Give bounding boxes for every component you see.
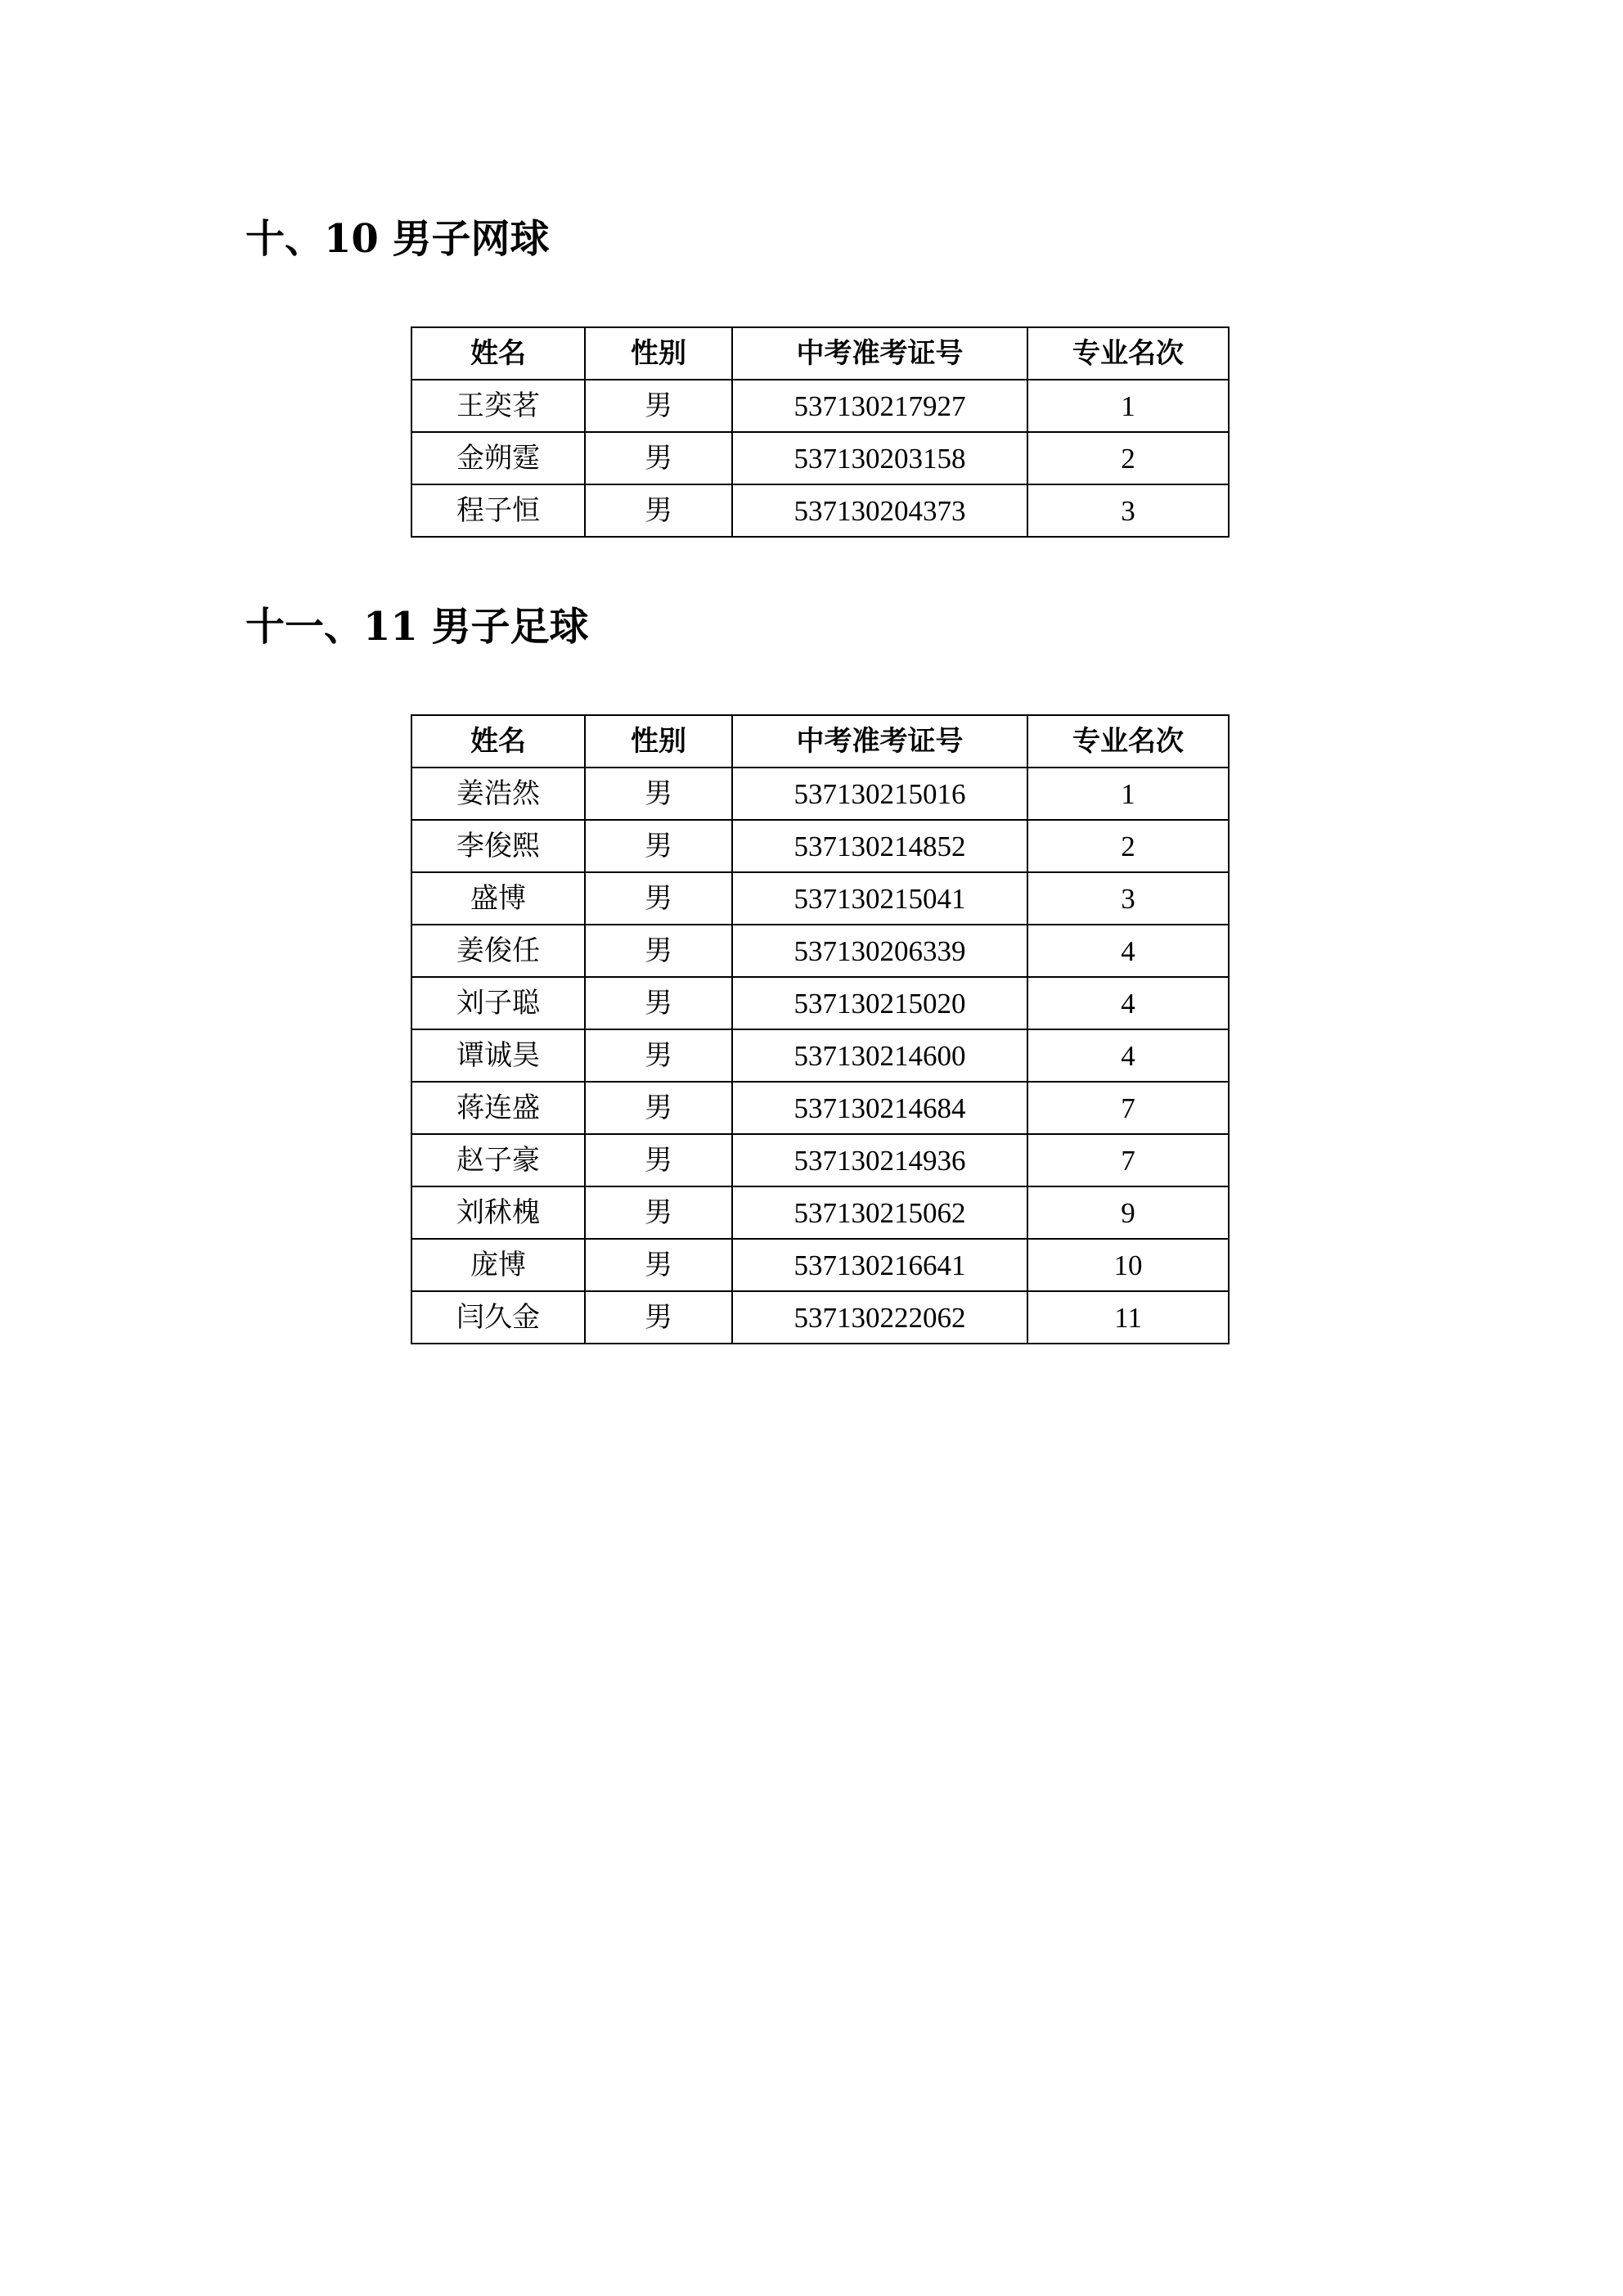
cell-name: 赵子豪 bbox=[411, 1134, 585, 1186]
cell-rank: 1 bbox=[1027, 768, 1229, 820]
cell-rank: 7 bbox=[1027, 1134, 1229, 1186]
cell-rank: 3 bbox=[1027, 484, 1229, 537]
table-row bbox=[411, 1186, 1229, 1239]
table-header-row bbox=[411, 715, 1229, 768]
cell-rank: 2 bbox=[1027, 820, 1229, 872]
table-header-row bbox=[411, 327, 1229, 380]
cell-gender: 男 bbox=[585, 820, 732, 872]
cell-rank: 2 bbox=[1027, 432, 1229, 484]
cell-gender: 男 bbox=[585, 768, 732, 820]
cell-name: 刘子聪 bbox=[411, 977, 585, 1029]
table-row bbox=[411, 1239, 1229, 1291]
tennis-roster-table bbox=[411, 326, 1230, 538]
cell-name: 谭诚昊 bbox=[411, 1029, 585, 1082]
cell-rank: 9 bbox=[1027, 1186, 1229, 1239]
cell-name: 蒋连盛 bbox=[411, 1082, 585, 1134]
cell-rank: 3 bbox=[1027, 872, 1229, 925]
cell-exam-id: 537130206339 bbox=[732, 925, 1027, 977]
table-row bbox=[411, 380, 1229, 432]
cell-gender: 男 bbox=[585, 1291, 732, 1344]
table-row bbox=[411, 1029, 1229, 1082]
cell-rank: 4 bbox=[1027, 925, 1229, 977]
header-exam-id: 中考准考证号 bbox=[732, 715, 1027, 768]
table-row bbox=[411, 1134, 1229, 1186]
cell-rank: 7 bbox=[1027, 1082, 1229, 1134]
cell-gender: 男 bbox=[585, 1186, 732, 1239]
football-roster-table bbox=[411, 714, 1230, 1344]
cell-exam-id: 537130214684 bbox=[732, 1082, 1027, 1134]
cell-rank: 4 bbox=[1027, 1029, 1229, 1082]
table-row bbox=[411, 872, 1229, 925]
cell-exam-id: 537130215041 bbox=[732, 872, 1027, 925]
cell-exam-id: 537130204373 bbox=[732, 484, 1027, 537]
cell-name: 庞博 bbox=[411, 1239, 585, 1291]
cell-name: 金朔霆 bbox=[411, 432, 585, 484]
cell-name: 闫久金 bbox=[411, 1291, 585, 1344]
cell-exam-id: 537130215016 bbox=[732, 768, 1027, 820]
header-rank: 专业名次 bbox=[1027, 327, 1229, 380]
section-title-football: 十一、11 男子足球 bbox=[245, 604, 589, 650]
cell-exam-id: 537130222062 bbox=[732, 1291, 1027, 1344]
cell-name: 姜浩然 bbox=[411, 768, 585, 820]
cell-gender: 男 bbox=[585, 1134, 732, 1186]
cell-gender: 男 bbox=[585, 432, 732, 484]
cell-exam-id: 537130215020 bbox=[732, 977, 1027, 1029]
cell-name: 王奕茗 bbox=[411, 380, 585, 432]
cell-name: 刘秫槐 bbox=[411, 1186, 585, 1239]
cell-gender: 男 bbox=[585, 1239, 732, 1291]
section-title-tennis: 十、10 男子网球 bbox=[245, 216, 550, 262]
header-name: 姓名 bbox=[411, 715, 585, 768]
cell-exam-id: 537130214936 bbox=[732, 1134, 1027, 1186]
table-row bbox=[411, 820, 1229, 872]
table-row bbox=[411, 768, 1229, 820]
cell-rank: 11 bbox=[1027, 1291, 1229, 1344]
cell-rank: 4 bbox=[1027, 977, 1229, 1029]
cell-gender: 男 bbox=[585, 1082, 732, 1134]
header-gender: 性别 bbox=[585, 715, 732, 768]
cell-exam-id: 537130215062 bbox=[732, 1186, 1027, 1239]
header-name: 姓名 bbox=[411, 327, 585, 380]
table-row bbox=[411, 1082, 1229, 1134]
cell-name: 姜俊任 bbox=[411, 925, 585, 977]
cell-gender: 男 bbox=[585, 872, 732, 925]
table-row bbox=[411, 484, 1229, 537]
table-row bbox=[411, 925, 1229, 977]
cell-name: 盛博 bbox=[411, 872, 585, 925]
table-row bbox=[411, 432, 1229, 484]
cell-name: 李俊熙 bbox=[411, 820, 585, 872]
cell-gender: 男 bbox=[585, 380, 732, 432]
table-row bbox=[411, 977, 1229, 1029]
cell-gender: 男 bbox=[585, 925, 732, 977]
cell-exam-id: 537130214852 bbox=[732, 820, 1027, 872]
cell-exam-id: 537130216641 bbox=[732, 1239, 1027, 1291]
header-rank: 专业名次 bbox=[1027, 715, 1229, 768]
header-gender: 性别 bbox=[585, 327, 732, 380]
cell-gender: 男 bbox=[585, 1029, 732, 1082]
cell-exam-id: 537130214600 bbox=[732, 1029, 1027, 1082]
cell-gender: 男 bbox=[585, 977, 732, 1029]
cell-exam-id: 537130203158 bbox=[732, 432, 1027, 484]
cell-exam-id: 537130217927 bbox=[732, 380, 1027, 432]
header-exam-id: 中考准考证号 bbox=[732, 327, 1027, 380]
cell-rank: 10 bbox=[1027, 1239, 1229, 1291]
cell-rank: 1 bbox=[1027, 380, 1229, 432]
table-row bbox=[411, 1291, 1229, 1344]
cell-name: 程子恒 bbox=[411, 484, 585, 537]
cell-gender: 男 bbox=[585, 484, 732, 537]
